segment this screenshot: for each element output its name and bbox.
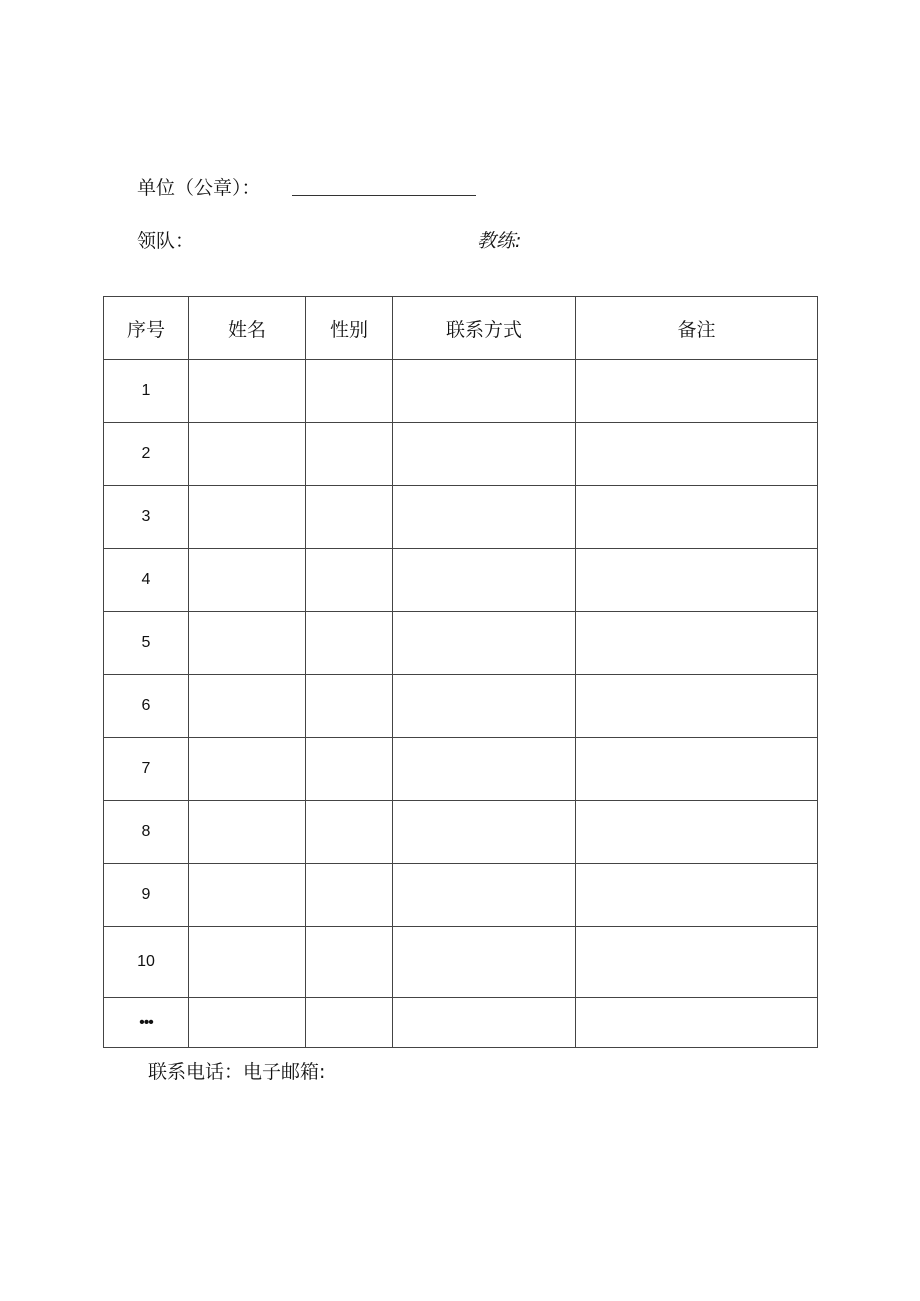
contact-cell[interactable] [393, 549, 576, 612]
row-index: 3 [104, 486, 189, 549]
name-cell[interactable] [189, 927, 306, 998]
table-header-row [104, 297, 818, 360]
contact-cell[interactable] [393, 738, 576, 801]
table-row [104, 549, 818, 612]
table-row [104, 927, 818, 998]
table-row [104, 360, 818, 423]
coach-label: 教练: [477, 230, 522, 252]
gender-cell[interactable] [306, 998, 393, 1048]
gender-cell[interactable] [306, 864, 393, 927]
name-cell[interactable] [189, 423, 306, 486]
contact-cell[interactable] [393, 423, 576, 486]
contact-cell[interactable] [393, 360, 576, 423]
remarks-cell[interactable] [576, 738, 818, 801]
unit-label: 单位（公章）： [137, 177, 261, 199]
name-cell[interactable] [189, 998, 306, 1048]
name-cell[interactable] [189, 675, 306, 738]
gender-cell[interactable] [306, 675, 393, 738]
table-row [104, 738, 818, 801]
table-row [104, 864, 818, 927]
remarks-cell[interactable] [576, 801, 818, 864]
name-cell[interactable] [189, 549, 306, 612]
gender-cell[interactable] [306, 360, 393, 423]
row-index: 7 [104, 738, 189, 801]
name-cell[interactable] [189, 612, 306, 675]
gender-cell[interactable] [306, 549, 393, 612]
table-row [104, 423, 818, 486]
contact-cell[interactable] [393, 801, 576, 864]
leader-label: 领队： [137, 230, 195, 252]
remarks-cell[interactable] [576, 549, 818, 612]
column-header-name: 姓名 [189, 297, 306, 360]
contact-cell[interactable] [393, 612, 576, 675]
remarks-cell[interactable] [576, 612, 818, 675]
row-index: 10 [104, 927, 189, 998]
table-row [104, 612, 818, 675]
contact-cell[interactable] [393, 486, 576, 549]
table-row [104, 998, 818, 1048]
contact-cell[interactable] [393, 927, 576, 998]
table-row [104, 801, 818, 864]
table-row [104, 675, 818, 738]
remarks-cell[interactable] [576, 927, 818, 998]
row-index: 5 [104, 612, 189, 675]
row-index: 9 [104, 864, 189, 927]
remarks-cell[interactable] [576, 675, 818, 738]
remarks-cell[interactable] [576, 486, 818, 549]
remarks-cell[interactable] [576, 864, 818, 927]
contact-cell[interactable] [393, 998, 576, 1048]
row-index: 6 [104, 675, 189, 738]
contact-cell[interactable] [393, 675, 576, 738]
row-index-ellipsis: ••• [104, 998, 189, 1048]
row-index: 8 [104, 801, 189, 864]
gender-cell[interactable] [306, 927, 393, 998]
gender-cell[interactable] [306, 486, 393, 549]
column-header-contact: 联系方式 [393, 297, 576, 360]
name-cell[interactable] [189, 801, 306, 864]
column-header-remarks: 备注 [576, 297, 818, 360]
table-row [104, 486, 818, 549]
gender-cell[interactable] [306, 612, 393, 675]
name-cell[interactable] [189, 360, 306, 423]
row-index: 2 [104, 423, 189, 486]
gender-cell[interactable] [306, 738, 393, 801]
contact-footer-label: 联系电话：电子邮箱: [148, 1061, 326, 1083]
column-header-index: 序号 [104, 297, 189, 360]
name-cell[interactable] [189, 486, 306, 549]
unit-input-line[interactable] [292, 195, 476, 196]
remarks-cell[interactable] [576, 360, 818, 423]
row-index: 1 [104, 360, 189, 423]
contact-cell[interactable] [393, 864, 576, 927]
remarks-cell[interactable] [576, 998, 818, 1048]
name-cell[interactable] [189, 738, 306, 801]
row-index: 4 [104, 549, 189, 612]
remarks-cell[interactable] [576, 423, 818, 486]
column-header-gender: 性别 [306, 297, 393, 360]
gender-cell[interactable] [306, 423, 393, 486]
roster-table [103, 296, 818, 1048]
name-cell[interactable] [189, 864, 306, 927]
gender-cell[interactable] [306, 801, 393, 864]
